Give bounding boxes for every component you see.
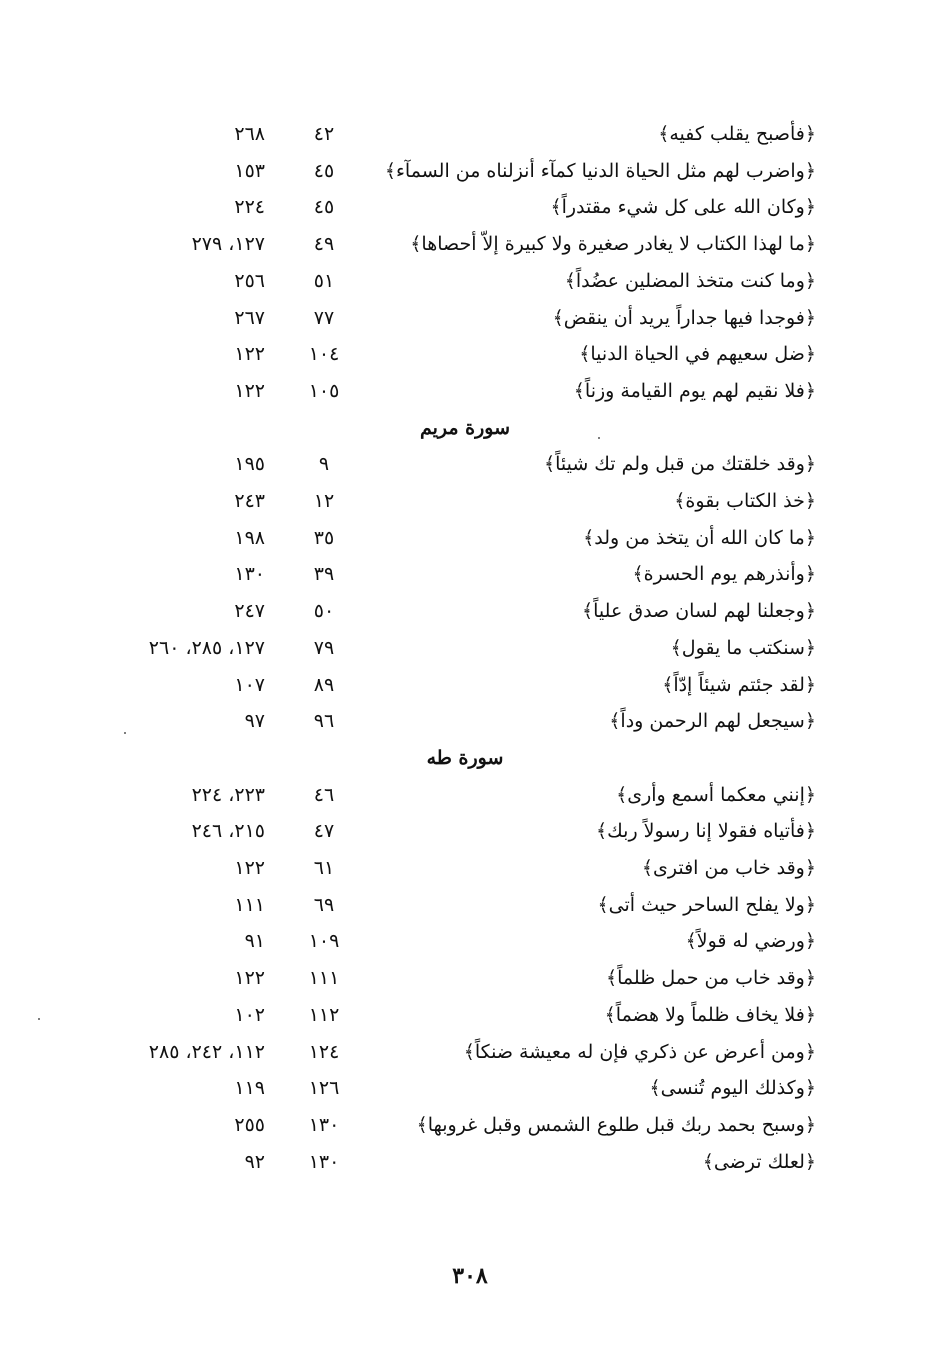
page-references: ١٢٧، ٢٧٩	[191, 233, 265, 256]
page-references: ٢٥٥	[234, 1113, 265, 1136]
ayah-number: ١٣٠	[308, 1113, 340, 1136]
page-references: ١٢٢	[234, 343, 265, 366]
index-row	[0, 593, 933, 629]
verse-text: ﴿ضل سعيهم في الحياة الدنيا﴾	[579, 343, 816, 366]
page-references: ٩٧	[244, 710, 265, 733]
page-references: ١٢٢	[234, 379, 265, 402]
verse-text: ﴿فلا نقيم لهم يوم القيامة وزناً﴾	[573, 379, 816, 402]
scan-speck	[598, 437, 600, 439]
index-row	[0, 153, 933, 189]
ayah-number: ٥١	[313, 269, 335, 292]
page-references: ١٠٢	[234, 1003, 265, 1026]
ayah-number: ١٢	[313, 490, 335, 512]
verse-text: ﴿فأتياه فقولا إنا رسولاً ربك﴾	[596, 820, 816, 843]
verse-text: ﴿سنكتب ما يقول﴾	[670, 636, 816, 659]
ayah-number: ٦١	[313, 857, 335, 879]
index-row	[0, 300, 933, 336]
verse-text: ﴿فلا يخاف ظلماً ولا هضماً﴾	[604, 1003, 816, 1026]
verse-text: ﴿ولا يفلح الساحر حيث أتى﴾	[597, 893, 816, 916]
page-references: ١٢٢	[234, 857, 265, 879]
ayah-number: ٤٦	[313, 783, 335, 806]
page-references: ١٠٧	[234, 673, 265, 696]
ayah-number: ٤٢	[313, 123, 335, 145]
page-references: ٢٤٣	[234, 490, 265, 512]
page-references: ٢٦٨	[234, 123, 265, 145]
verse-text: ﴿وسبح بحمد ربك قبل طلوع الشمس وقبل غروبها﴾	[416, 1113, 816, 1136]
verse-text: ﴿ما كان الله أن يتخذ من ولد﴾	[583, 526, 816, 549]
ayah-number: ٧٩	[313, 636, 335, 659]
ayah-number: ٤٧	[313, 820, 335, 843]
verse-text: ﴿إنني معكما أسمع وأرى﴾	[616, 783, 816, 806]
ayah-number: ٩	[318, 453, 330, 476]
ayah-number: ٨٩	[313, 673, 335, 696]
ayah-number: ٤٥	[313, 196, 335, 219]
index-row	[0, 850, 933, 886]
page-references: ٩٢	[244, 1150, 265, 1173]
ayah-number: ٩٦	[313, 710, 335, 733]
index-row	[0, 263, 933, 299]
index-row	[0, 960, 933, 996]
index-row	[0, 520, 933, 556]
index-row	[0, 1144, 933, 1180]
ayah-number: ٣٩	[313, 563, 335, 586]
index-row	[0, 446, 933, 482]
verse-text: ﴿واضرب لهم مثل الحياة الدنيا كمآء أنزلناه من السمآء﴾	[384, 159, 816, 182]
page-references: ١٢٧، ٢٨٥، ٢٦٠	[148, 636, 265, 659]
page-references: ٢٤٧	[234, 600, 265, 623]
index-row	[0, 336, 933, 372]
page-references: ١٢٢	[234, 967, 265, 990]
page-references: ١٣٠	[234, 563, 265, 586]
verse-text: ﴿سيجعل لهم الرحمن وداً﴾	[609, 710, 816, 733]
page-references: ٢١٥، ٢٤٦	[191, 820, 265, 843]
verse-text: ﴿وكان الله على كل شيء مقتدراً﴾	[550, 196, 816, 219]
verse-text: ﴿فأصبح يقلب كفيه﴾	[658, 123, 816, 145]
index-row	[0, 373, 933, 409]
verse-text: ﴿ما لهذا الكتاب لا يغادر صغيرة ولا كبيرة إلاّ أحصاها﴾	[410, 233, 816, 256]
index-row	[0, 667, 933, 703]
page-references: ١٩٥	[234, 453, 265, 476]
verse-text: ﴿وقد خاب من افترى﴾	[641, 857, 816, 879]
ayah-number: ١٠٤	[308, 343, 340, 366]
verse-text: ﴿ومن أعرض عن ذكري فإن له معيشة ضنكاً﴾	[463, 1040, 816, 1063]
verse-text: ﴿خذ الكتاب بقوة﴾	[674, 490, 816, 512]
index-row	[0, 703, 933, 739]
index-row	[0, 116, 933, 152]
index-row	[0, 813, 933, 849]
index-row	[0, 923, 933, 959]
index-row	[0, 887, 933, 923]
page-references: ١١٩	[234, 1077, 265, 1100]
surah-heading: سورة مريم	[419, 416, 511, 439]
page-references: ١٥٣	[234, 159, 265, 182]
ayah-number: ١١١	[308, 967, 340, 990]
verse-text: ﴿وما كنت متخذ المضلين عضُداً﴾	[564, 269, 816, 292]
verse-text: ﴿فوجدا فيها جداراً يريد أن ينقض﴾	[552, 306, 816, 329]
page-references: ٢٢٤	[234, 196, 265, 219]
index-row	[0, 483, 933, 519]
index-row	[0, 1070, 933, 1106]
ayah-number: ٧٧	[313, 306, 335, 329]
ayah-number: ١١٢	[308, 1003, 340, 1026]
verse-text: ﴿وجعلنا لهم لسان صدق علياً﴾	[582, 600, 816, 623]
index-row	[0, 226, 933, 262]
ayah-number: ٤٥	[313, 159, 335, 182]
page-references: ١١٢، ٢٤٢، ٢٨٥	[148, 1040, 265, 1063]
verse-text: ﴿وكذلك اليوم تُنسى﴾	[649, 1077, 816, 1100]
ayah-number: ١٠٩	[308, 930, 340, 953]
verse-text: ﴿وأنذرهم يوم الحسرة﴾	[632, 563, 816, 586]
ayah-number: ٥٠	[313, 600, 335, 623]
page-references: ١٩٨	[234, 526, 265, 549]
ayah-number: ٣٥	[313, 526, 335, 549]
scan-speck	[124, 732, 126, 734]
index-row	[0, 997, 933, 1033]
page-references: ٩١	[244, 930, 265, 953]
index-row	[0, 1107, 933, 1143]
surah-heading: سورة طه	[426, 746, 504, 769]
page-references: ٢٢٣، ٢٢٤	[191, 783, 265, 806]
index-row	[0, 777, 933, 813]
page-number: ٣٠٨	[452, 1263, 488, 1289]
ayah-number: ٦٩	[313, 893, 335, 916]
index-row	[0, 630, 933, 666]
index-row	[0, 556, 933, 592]
ayah-number: ١٢٦	[308, 1077, 340, 1100]
verse-text: ﴿وقد خلقتك من قبل ولم تك شيئاً﴾	[543, 453, 816, 476]
page-references: ٢٥٦	[234, 269, 265, 292]
verse-text: ﴿لقد جئتم شيئاً إدّاً﴾	[662, 673, 816, 696]
page-references: ٢٦٧	[234, 306, 265, 329]
scan-speck	[38, 1018, 40, 1020]
index-row	[0, 189, 933, 225]
verse-text: ﴿لعلك ترضى﴾	[702, 1150, 816, 1173]
index-row	[0, 1034, 933, 1070]
verse-text: ﴿وقد خاب من حمل ظلماً﴾	[605, 967, 816, 990]
page-references: ١١١	[234, 893, 265, 916]
verse-text: ﴿ورضي له قولاً﴾	[685, 930, 816, 953]
ayah-number: ٤٩	[313, 233, 335, 256]
ayah-number: ١٠٥	[308, 379, 340, 402]
ayah-number: ١٢٤	[308, 1040, 340, 1063]
ayah-number: ١٣٠	[308, 1150, 340, 1173]
